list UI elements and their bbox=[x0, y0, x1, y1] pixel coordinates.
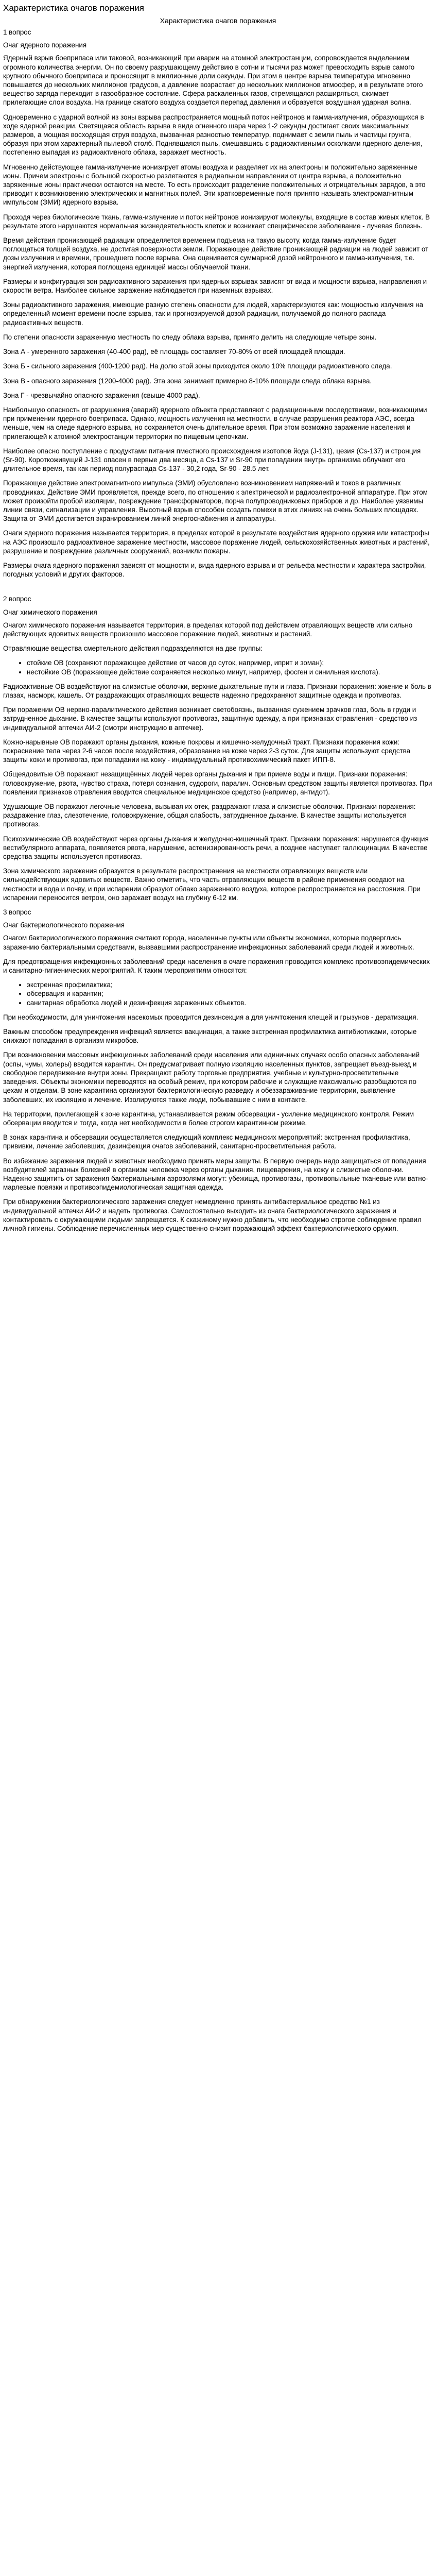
list-item: • санитарная обработка людей и дезинфекция зараженных объектов. bbox=[27, 998, 433, 1007]
paragraph: Важным способом предупреждения инфекций является вакцинация, а также экстренная профилактика антибиотиками, которые снижают попадания в организм микробов. bbox=[3, 1028, 417, 1045]
section-heading: Очаг бактериологического поражения bbox=[3, 921, 125, 929]
paragraph: Зона химического заражения образуется в результате распространения на местности отравляющих веществ или сильнодействующих ядовитых веществ. Важно отметить, что часть отравляющих веществ в районе применения оседают на местности и вода и почву, и при испарении образуют облако зараженного воздуха, которое распространяется на расстояния. При испарении переносится ветром, оно заражает воздух на глубину 6-12 км. bbox=[3, 867, 421, 902]
paragraph: При возникновении массовых инфекционных заболеваний среди населения или единичных случаях особо опасных заболеваний (оспы, чумы, холеры) вводится карантин. Он предусматривает полную изоляцию населенных пунктов, запрещает въезд-выезд и свободное передвижение внутри зоны. Прекращают работу торговые предприятия, учебные и культурно-просветительные заведения. Объекты экономики переводятся на особый режим, при котором рабочие и служащие максимально разобщаются по цехам и отделам. В зоне карантина организуют бактериологическую разведку и обеззараживание территории, выявление заболевших, их изоляцию и лечение. Изолируются также люди, побывавшие с ним в контакте. bbox=[3, 1051, 420, 1104]
paragraph: Отравляющие вещества смертельного действия подразделяются на две группы: bbox=[3, 645, 263, 653]
section-heading: 3 вопрос bbox=[3, 908, 31, 917]
paragraph: Наиболее опасно поступление с продуктами питания пместного происхождения изотопов йода (J-131), цезия (Cs-137) и стронция (Sr-90). Короткоживущий J-131 опасен в первые два месяца, а Cs-137 и Sr-90 при попадании внутрь организма облучают его длительное время, так как период полураспада Cs-137 - 30,2 года, Sr-90 - 28.5 лет. bbox=[3, 447, 421, 473]
list-item: • стойкие ОВ (сохраняют поражающее действие от часов до суток, например, иприт и зоман); bbox=[27, 658, 433, 667]
page-title: Характеристика очагов поражения bbox=[3, 3, 145, 13]
paragraph: Психохимические ОВ воздействуют через органы дыхания и желудочно-кишечный тракт. Признаки поражения: нарушается функция вестибулярного аппарата, появляется рвота, нарушение, астенизированность речи, а позднее наступает галлюцинации. В качестве средства защиты используется противогаз. bbox=[3, 835, 429, 861]
paragraph: Зона Б - сильного заражения (400-1200 рад). На долю этой зоны приходится около 10% площади радиоактивного следа. bbox=[3, 362, 392, 370]
paragraph: Мгновенно действующее гамма-излучение ионизирует атомы воздуха и разделяет их на электроны и положительно заряженные ионы. Причем электроны с большой скоростью разлетаются в радиальном направлении от центра взрыва, а положительно заряженные ионы практически остаются на месте. То есть происходит разделение положительных и отрицательных зарядов, а это приводит к возникновению электрических и магнитных полей. Эти кратковременные поля принято называть электромагнитным импульсом (ЭМИ) ядерного взрыва. bbox=[3, 163, 426, 207]
paragraph: На территории, прилегающей к зоне карантина, устанавливается режим обсервации - усиление медицинского контроля. Режим обсервации вводится и тогда, когда нет необходимости в более строгом карантинном режиме. bbox=[3, 1110, 414, 1127]
paragraph: Общеядовитые ОВ поражают незащищённых людей через органы дыхания и при приеме воды и пищи. Признаки поражения: головокружение, рвота, чувство страха, потеря сознания, судороги, паралич. Основным средством защиты является противогаз. При появлении признаков отравления вводится специальное медицинское средство (например, антидот). bbox=[3, 770, 432, 796]
bullet-list bbox=[27, 980, 433, 1007]
paragraph: При поражении ОВ нервно-паралитического действия возникает светобоязнь, вызванная сужением зрачков глаз, боль в груди и затрудненное дыхание. В качестве защиты используют противогаз, защитную одежду, а при признаках отравления - средство из индивидуальной аптечки АИ-2 (смотри инструкцию в аптечке). bbox=[3, 706, 417, 732]
section-heading: 1 вопрос bbox=[3, 28, 31, 36]
paragraph: Кожно-нарывные ОВ поражают органы дыхания, кожные покровы и кишечно-желудочный тракт. Признаки поражения кожи: покраснение тела через 2-6 часов после воздействия, образование на коже через 2-3 суток. Для защиты используют средства защиты кожи и противогаз, при попадании на кожу - индивидуальный противохимический пакет ИПП-8. bbox=[3, 738, 411, 764]
section-heading: 2 вопрос bbox=[3, 595, 31, 603]
paragraph: Для предотвращения инфекционных заболеваний среди населения в очаге поражения проводится комплекс противоэпидемических и санитарно-гигиенических мероприятий. К таким мероприятиям относятся: bbox=[3, 957, 430, 975]
list-item: • нестойкие ОВ (поражающее действие сохраняется несколько минут, например, фосген и синильная кислота). bbox=[27, 668, 433, 676]
list-item: • обсервация и карантин; bbox=[27, 989, 433, 998]
paragraph: Зона В - опасного заражения (1200-4000 рад). Эта зона занимает примерно 8-10% площади следа облака взрыва. bbox=[3, 377, 372, 385]
paragraph: Зона Г - чрезвычайно опасного заражения (свыше 4000 рад). bbox=[3, 391, 200, 399]
paragraph: Время действия проникающей радиации определяется временем подъема на такую высоту, когда гамма-излучение будет поглощаться толщей воздуха, не достигая поверхности земли. Поражающее действие проникающей радиации на людей зависит от дозы излучения и времени, прошедшего после взрыва. Она оценивается суммарной дозой нейтронного и гамма-излучения, т.е. энергией излучения, которая поглощена единицей массы облучаемой ткани. bbox=[3, 236, 429, 271]
section-heading: Очаг ядерного поражения bbox=[3, 41, 87, 49]
document-subtitle: Характеристика очагов поражения bbox=[160, 16, 276, 25]
paragraph: Очагом химического поражения называется территория, в пределах которой под действием отравляющих веществ или сильно действующих ядовитых веществ произошло массовое поражение людей, животных и растений. bbox=[3, 621, 413, 638]
section-heading: Очаг химического поражения bbox=[3, 608, 97, 616]
paragraph: В зонах карантина и обсервации осуществляется следующий комплекс медицинских мероприятий: экстренная профилактика, прививки, лечение заболевших, дезинфекция очагов заболеваний, санитарно-просветительная работа. bbox=[3, 1133, 410, 1150]
paragraph: Размеры очага ядерного поражения зависят от мощности и, вида ядерного взрыва и от рельефа местности и характера застройки, погодных условий и других факторов. bbox=[3, 561, 426, 579]
paragraph: Проходя через биологические ткань, гамма-излучение и поток нейтронов ионизируют молекулы, входящие в состав живых клеток. В результате этого нарушаются нормальная жизнедеятельность клеток и возникает специфическое заболевание - лучевая болезнь. bbox=[3, 213, 430, 230]
paragraph: Размеры и конфигурация зон радиоактивного заражения при ядерных взрывах зависят от вида и мощности взрыва, направления и скорости ветра. Наиболее сильное заражение наблюдается при наземных взрывах. bbox=[3, 277, 427, 295]
paragraph: По степени опасности зараженную местность по следу облака взрыва, принято делить на следующие четыре зоны. bbox=[3, 333, 377, 341]
paragraph: Зона А - умеренного заражения (40-400 рад), её площадь составляет 70-80% от всей площадей площади. bbox=[3, 348, 345, 356]
paragraph: Удушающие ОВ поражают легочные человека, вызывая их отек, раздражают глаза и слизистые оболочки. Признаки поражения: раздражение глаз, слезотечение, головокружение, общая слабость, затрудненное дыхание. В качестве защиты используется противогаз. bbox=[3, 803, 416, 828]
list-item: • экстренная профилактика; bbox=[27, 980, 433, 989]
paragraph: При обнаружении бактериологического заражения следует немедленно принять антибактериальное средство №1 из индивидуальной аптечки АИ-2 и надеть противогаз. Самостоятельно выходить из очага бактериологического заражения и контактировать с окружающими людьми запрещается. К скажиному нужно добавить, что необходимо строгое соблюдение правил личной гигиены. Соблюдение перечисленных мер существенно снизит поражающий эффект бактериологического оружия. bbox=[3, 1198, 422, 1232]
paragraph: Радиоактивные ОВ воздействуют на слизистые оболочки, верхние дыхательные пути и глаза. Признаки поражения: жжение и боль в глазах, насморк, кашель. От раздражающих отравляющих веществ надежно предохраняют защитные одежда и противогаз. bbox=[3, 682, 431, 699]
paragraph: Очаги ядерного поражения называется территория, в пределах которой в результате воздействия ядерного оружия или катастрофы на АЭС произошло радиоактивное заражение местности, массовое поражение людей, сельскохозяйственных животных и растений, разрушение и повреждение различных сооружений, возникли пожары. bbox=[3, 529, 430, 555]
paragraph: Наибольшую опасность от разрушения (аварий) ядерного объекта представляют с радиационными последствиями, возникающими при применении ядерного боеприпаса. Однако, мощность излучения на местности, в случае разрушения реактора АЭС, всегда меньше, чем на следе ядерного взрыва, но сохраняется очень длительное время. При этом возможно заражение населения и прилегающей к атомной электростанции территории по пищевым цепочкам. bbox=[3, 405, 427, 440]
bullet-list bbox=[27, 658, 433, 676]
paragraph: При необходимости, для уничтожения насекомых проводится дезинсекция а для уничтожения клещей и грызунов - дератизация. bbox=[3, 1013, 418, 1021]
paragraph: Одновременно с ударной волной из зоны взрыва распространяется мощный поток нейтронов и гамма-излучения, образующихся в ходе ядерной реакции. Светящаяся область взрыва в виде огненного шара через 1-2 секунды достигает своих максимальных размеров, а мощная восходящая струя воздуха, вызванная разностью температур, поднимает с земли пыль и частицы грунта, образуя при этом характерный пылевой столб. Поднявшаяся пыль, смешавшись с радиоактивными осколками ядерного деления, постепенно выпадая из радиоактивного облака, заражает местность. bbox=[3, 113, 424, 157]
paragraph: Ядерный взрыв боеприпаса или таковой, возникающий при аварии на атомной электростанции, сопровождается выделением огромного количества энергии. Он по своему разрушающему действию в сотни и тысячи раз может превосходить взрыв самого крупного обычного боеприпаса и проносящит в миллионные доли секунды. При этом в центре взрыва температура мгновенно повышается до нескольких миллионов градусов, а давление возрастает до нескольких миллионов атмосфер, и в результате этого вещество заряда переходит в газообразное состояние. Сфера раскаленных газов, стремящаяся расширяться, сжимает прилегающие слои воздуха. На границе сжатого воздуха создается перепад давления и образуется воздушная ударная волна. bbox=[3, 54, 423, 107]
document-body bbox=[0, 28, 436, 1233]
paragraph: Во избежание заражения людей и животных необходимо принять меры защиты. В первую очередь надо защищаться от попадания возбудителей заразных болезней в организм человека через органы дыхания, пищеварения, на кожу и слизистые оболочки. Надежно защитить от заражения бактериальными аэрозолями могут: убежища, противогазы, противопыльные тканевые или ватно-марлевые повязки и противоэпидемиологическая защитная одежда. bbox=[3, 1157, 428, 1192]
paragraph: Зоны радиоактивного заражения, имеющие разную степень опасности для людей, характеризуются как: мощностью излучения на определенный момент времени после взрыва, так и прогнозируемой дозой радиации, получаемой до полного распада радиоактивных веществ. bbox=[3, 301, 424, 327]
paragraph: Очагом бактериологического поражения считают города, населенные пункты или объекты экономики, которые подверглись заражению бактериальными средствами, вызвавшими распространение инфекционных заболеваний среди людей и животных. bbox=[3, 934, 414, 951]
paragraph: Поражающее действие электромагнитного импульса (ЭМИ) обусловлено возникновением напряжений и токов в различных проводниках. Действие ЭМИ проявляется, прежде всего, по отношению к электрической и радиоэлектронной аппаратуре. При этом может произойти пробой изоляции, повреждение трансформаторов, порча полупроводниковых приборов и др. Наиболее уязвимы линии связи, сигнализации и управления. Высотный взрыв способен создать помехи в этих линиях на очень больших площадях. Защита от ЭМИ достигается экранированием линий энергоснабжения и аппаратуры. bbox=[3, 479, 428, 523]
section-gap bbox=[3, 584, 433, 591]
